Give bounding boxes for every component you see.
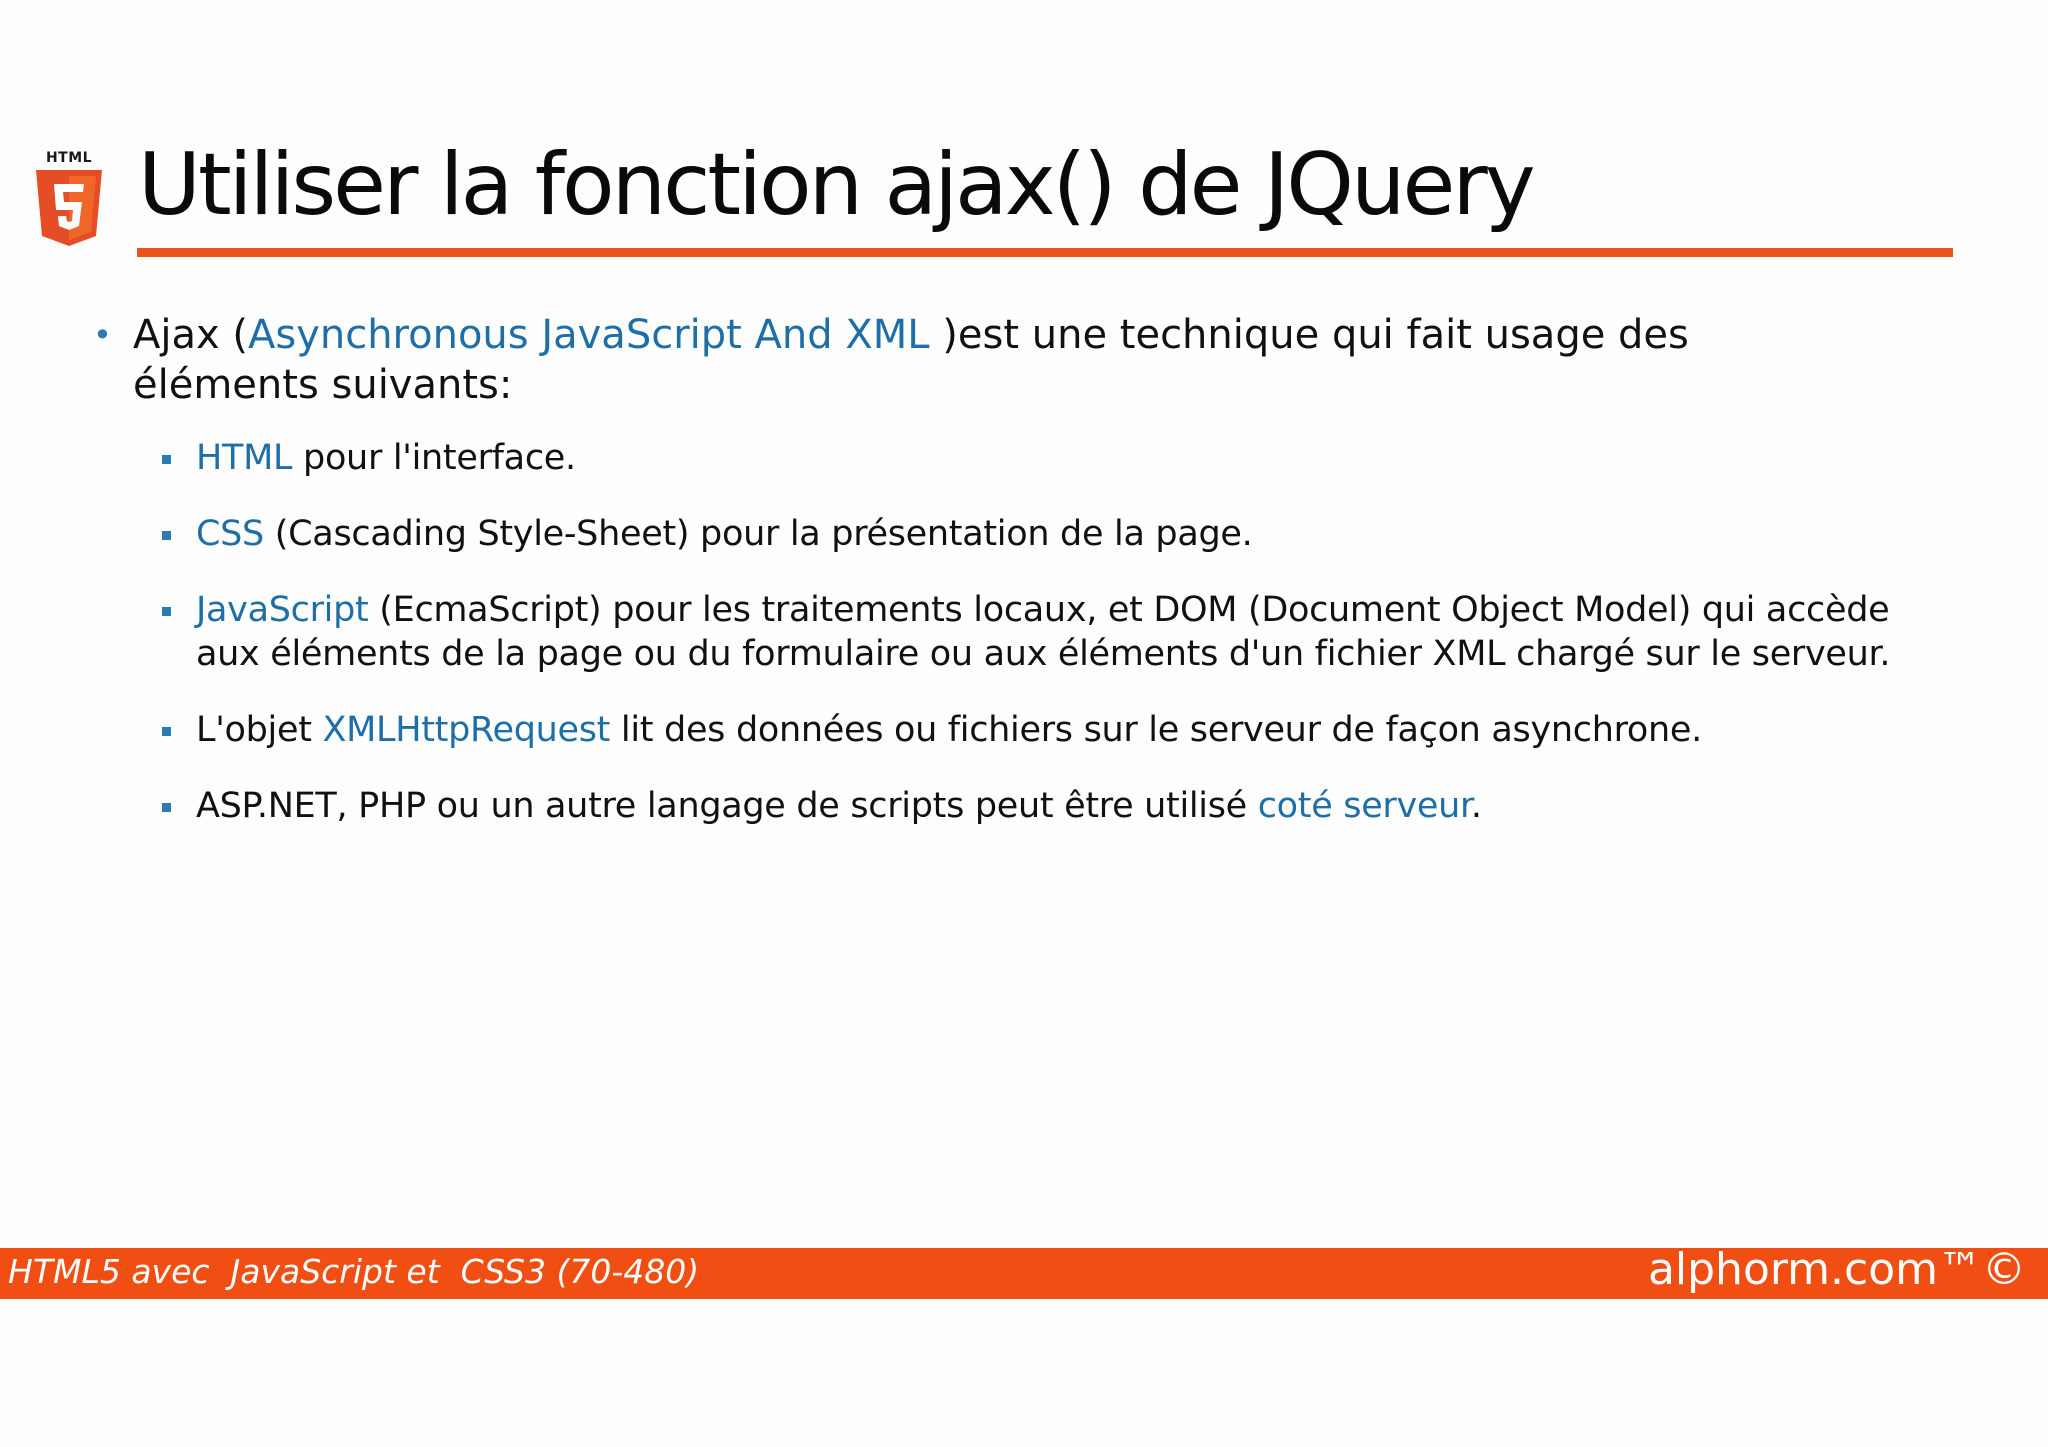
sub-bullet-list [90, 436, 1990, 828]
square-bullet-icon [162, 531, 171, 540]
main-bullet-highlight: Asynchronous JavaScript And XML [247, 312, 930, 358]
sub-bullet-pre: ASP.NET, PHP ou un autre langage de scripts peut être utilisé [196, 786, 1258, 826]
footer-brand: alphorm.com™© [1647, 1244, 2026, 1295]
sub-bullet-post: . [1470, 786, 1482, 826]
square-bullet-icon [162, 803, 171, 812]
sub-bullet-xmlhttprequest [160, 708, 1956, 752]
square-bullet-icon [162, 727, 171, 736]
sub-bullet-pre: L'objet [196, 710, 323, 750]
page-title: Utiliser la fonction ajax() de JQuery [138, 135, 1533, 235]
square-bullet-icon [162, 455, 171, 464]
sub-bullet-post: lit des données ou fichiers sur le serveur de façon asynchrone. [610, 710, 1702, 750]
bullet-dot-icon: • [93, 316, 112, 354]
title-underline [137, 248, 1953, 257]
sub-bullet-post: (EcmaScript) pour les traitements locaux, et DOM (Document Object Model) qui accède aux éléments de la page ou du formulaire ou aux éléments d'un fichier XML chargé sur le serveur. [196, 590, 1891, 674]
main-bullet-suffix: )est une technique qui fait usage des éléments suivants: [133, 312, 1689, 408]
sub-bullet-html [160, 436, 1956, 480]
html5-logo-text: HTML [45, 150, 93, 166]
sub-bullet-highlight: JavaScript [196, 590, 369, 630]
sub-bullet-server-side [160, 784, 1956, 828]
html5-logo [34, 150, 104, 250]
sub-bullet-javascript [160, 588, 1956, 676]
slide-content [90, 310, 1990, 860]
main-bullet [90, 310, 1853, 410]
footer-bar [0, 1244, 2048, 1299]
sub-bullet-highlight: CSS [196, 514, 264, 554]
square-bullet-icon [162, 607, 171, 616]
sub-bullet-post: pour l'interface. [292, 438, 576, 478]
footer-course-title: HTML5 avec JavaScript et CSS3 (70-480) [8, 1252, 700, 1291]
sub-bullet-highlight: XMLHttpRequest [322, 710, 611, 750]
main-bullet-prefix: Ajax ( [133, 312, 248, 358]
sub-bullet-highlight: HTML [196, 438, 293, 478]
sub-bullet-highlight: coté serveur [1257, 786, 1471, 826]
html5-shield-icon [36, 170, 102, 246]
sub-bullet-post: (Cascading Style-Sheet) pour la présentation de la page. [263, 514, 1253, 554]
sub-bullet-css [160, 512, 1956, 556]
